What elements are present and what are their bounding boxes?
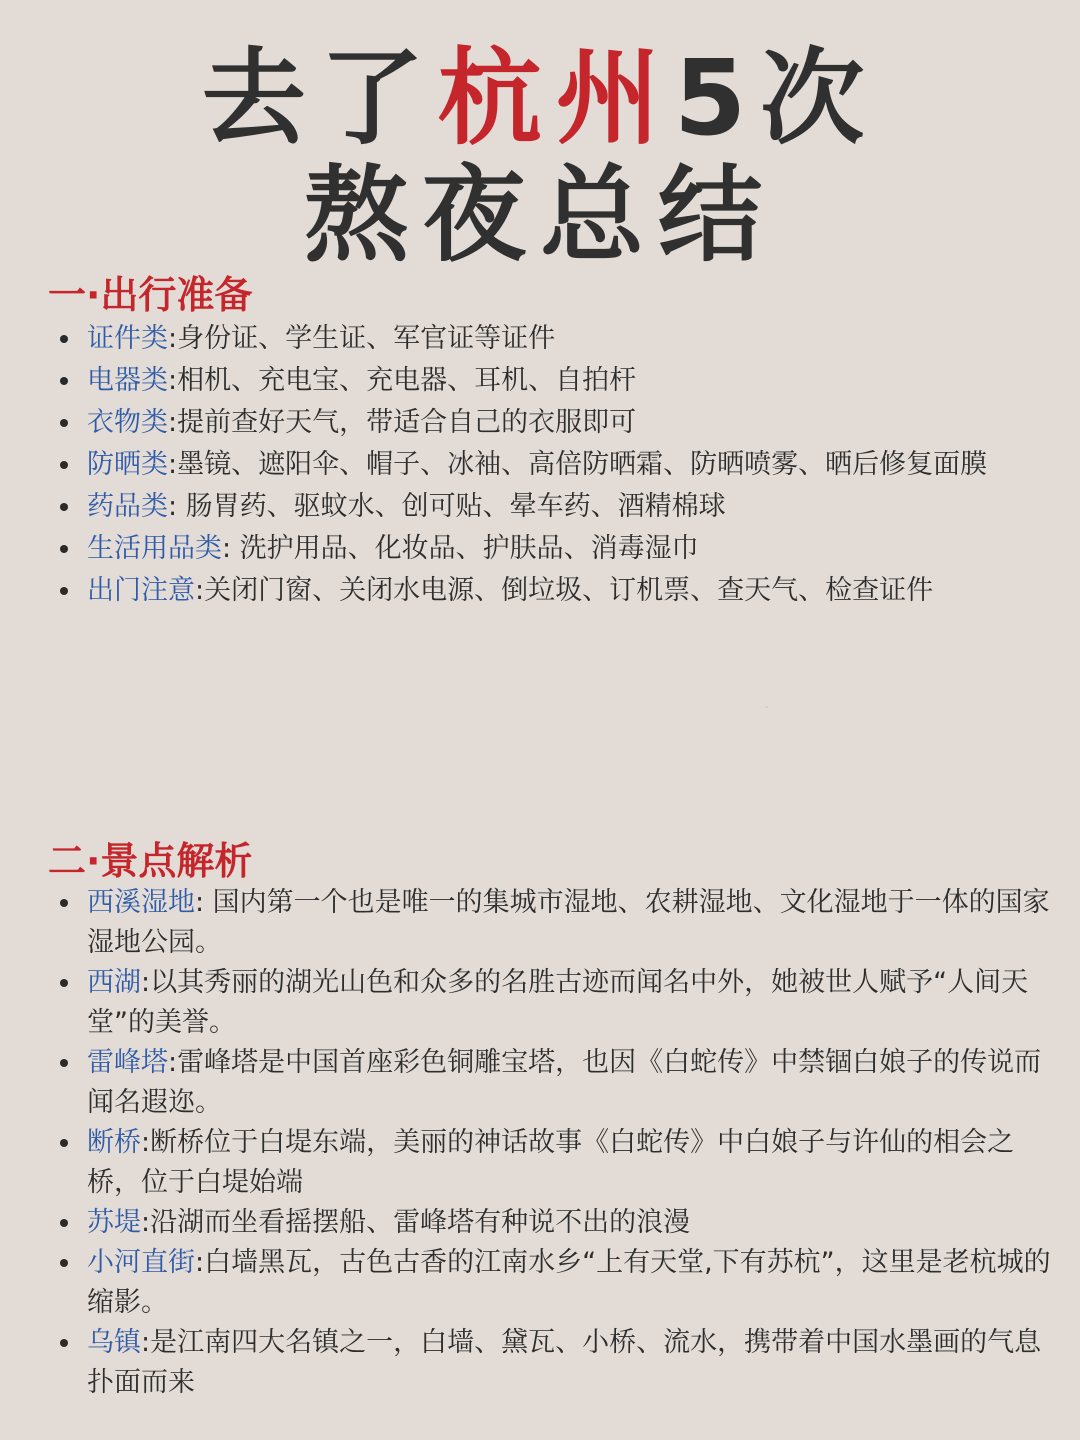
section-heading-attractions: 二·景点解析 [48,839,253,883]
list-item [50,486,1060,528]
item-text: : 洗护用品、化妆品、护肤品、消毒湿巾 [222,533,699,564]
title-highlight-city: 杭州 [437,37,674,159]
list-item [50,1043,1060,1123]
item-text: :以其秀丽的湖光山色和众多的名胜古迹而闻名中外，她被世人赋予“人间天堂”的美誉。 [87,967,1029,1038]
item-text: :白墙黑瓦，古色古香的江南水乡“上有天堂,下有苏杭”，这里是老杭城的缩影。 [87,1247,1051,1318]
item-text: :身份证、学生证、军官证等证件 [168,323,556,354]
item-text: :关闭门窗、关闭水电源、倒垃圾、订机票、查天气、检查证件 [195,575,934,606]
item-category: 生活用品类 [87,533,222,564]
item-category: 衣物类 [87,407,168,438]
item-text: :沿湖而坐看摇摆船、雷峰塔有种说不出的浪漫 [141,1207,691,1238]
item-category: 证件类 [87,323,168,354]
list-item [50,444,1060,486]
page-title-line2: 熬夜总结 [303,154,776,276]
title-prefix: 去了 [201,37,438,159]
attractions-list [50,883,1060,1403]
item-category: 雷峰塔 [87,1047,168,1078]
item-text: : 国内第一个也是唯一的集城市湿地、农耕湿地、文化湿地于一体的国家湿地公园。 [87,887,1050,958]
item-text: :雷峰塔是中国首座彩色铜雕宝塔，也因《白蛇传》中禁锢白娘子的传说而闻名遐迩。 [87,1047,1042,1118]
item-text: :是江南四大名镇之一，白墙、黛瓦、小桥、流水，携带着中国水墨画的气息扑面而来 [87,1327,1042,1398]
list-item [50,570,1060,612]
item-category: 乌镇 [87,1327,141,1358]
stray-dot-mark [765,706,768,708]
list-item [50,883,1060,963]
item-category: 防晒类 [87,449,168,480]
item-text: : 肠胃药、驱蚊水、创可贴、晕车药、酒精棉球 [168,491,726,522]
item-category: 电器类 [87,365,168,396]
preparation-list [50,318,1060,612]
item-category: 西湖 [87,967,141,998]
list-item [50,528,1060,570]
list-item [50,963,1060,1043]
list-item [50,360,1060,402]
item-category: 断桥 [87,1127,141,1158]
title-suffix: 5次 [673,37,879,159]
item-text: :断桥位于白堤东端，美丽的神话故事《白蛇传》中白娘子与许仙的相会之桥，位于白堤始端 [87,1127,1015,1198]
item-text: :提前查好天气，带适合自己的衣服即可 [168,407,637,438]
list-item [50,1243,1060,1323]
list-item [50,1123,1060,1203]
page-title-line1 [0,38,1080,158]
list-item [50,318,1060,360]
item-category: 小河直街 [87,1247,195,1278]
item-category: 出门注意 [87,575,195,606]
list-item [50,402,1060,444]
item-text: :相机、充电宝、充电器、耳机、自拍杆 [168,365,637,396]
item-category: 西溪湿地 [87,887,195,918]
item-category: 苏堤 [87,1207,141,1238]
item-text: :墨镜、遮阳伞、帽子、冰袖、高倍防晒霜、防晒喷雾、晒后修复面膜 [168,449,988,480]
list-item [50,1203,1060,1243]
list-item [50,1323,1060,1403]
item-category: 药品类 [87,491,168,522]
section-heading-preparation: 一·出行准备 [48,273,253,317]
